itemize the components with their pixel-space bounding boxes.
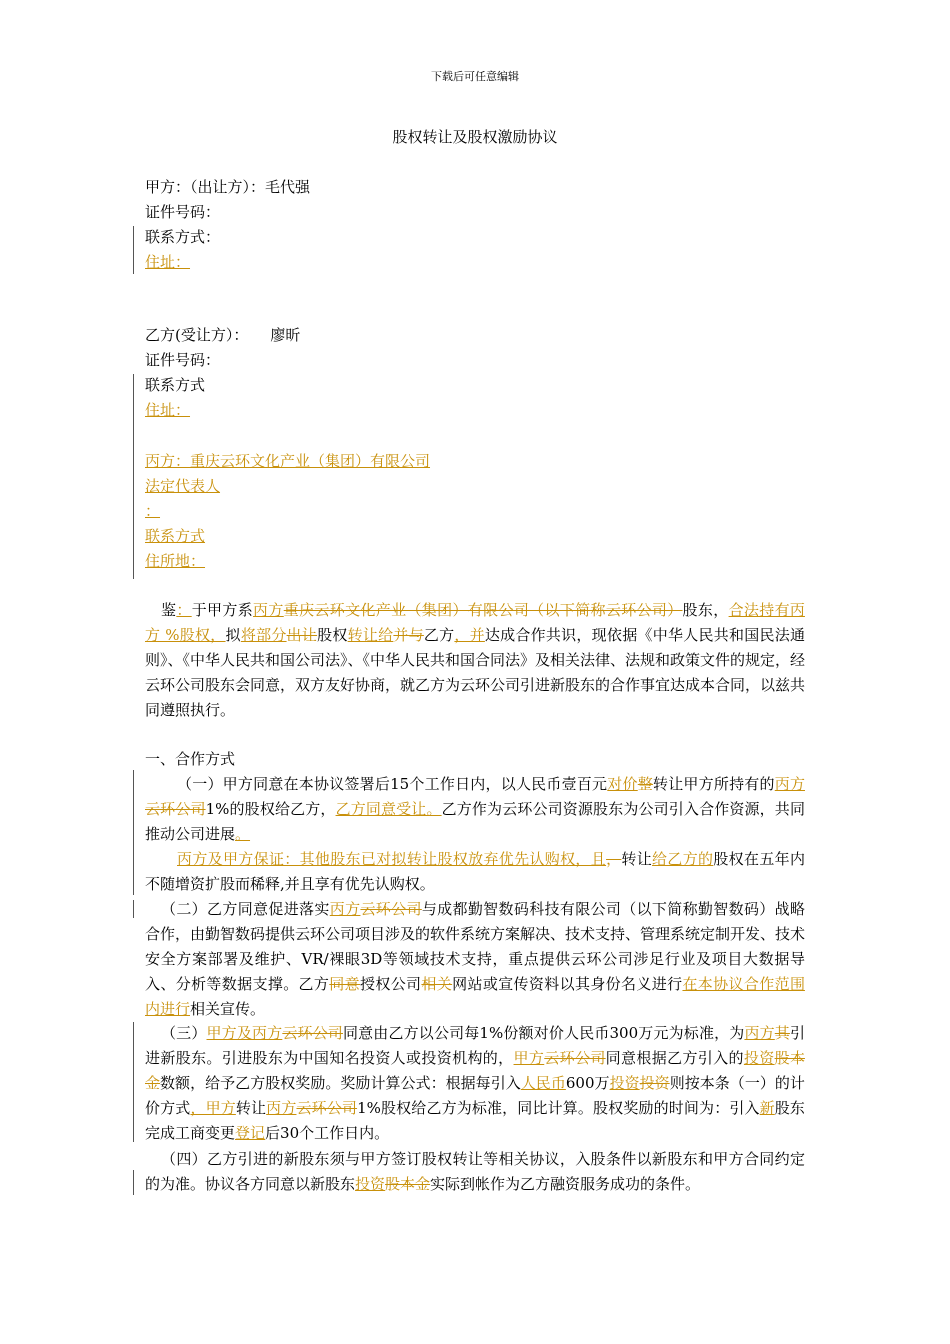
preamble-paragraph: 鉴：于甲方系丙方重庆云环文化产业（集团）有限公司（以下简称云环公司）股东，合法持有丙方 %股权，拟将部分出让股权转让给并与乙方，并达成合作共识，现依据《中华人民共和国民法通则》、《中华人民共和国公司法》、《中华人民共和国合同法》及相关法律、法规和政策文件的规定，经云环公司股东会同意，双方友好协商，就乙方为云环公司引进新股东的合作事宜达成本合同，以兹共同遵照执行。 — [145, 601, 806, 719]
section-1-title: 一、合作方式 — [145, 750, 236, 768]
party-b-name-line — [145, 323, 300, 348]
change-bar — [133, 770, 134, 895]
document-title: 股权转让及股权激励协议 — [392, 128, 558, 146]
party-b-label: 乙方(受让方）： — [145, 326, 249, 344]
header-note: 下载后可任意编辑 — [431, 70, 519, 83]
clause-2: （二）乙方同意促进落实丙方云环公司与成都勤智数码科技有限公司（以下简称勤智数码）战略合作，由勤智数码提供云环公司项目涉及的软件系统方案解决、技术支持、管理系统定制开发、技术安全方案部署及维护、VR/裸眼3D等领域技术支持，重点提供云环公司涉足行业及项目大数据导入、分析等数据支撑。乙方同意授权公司相关网站或宣传资料以其身份名义进行在本协议合作范围内进行相关宣传。 — [145, 900, 806, 1018]
party-b-contact: 联系方式 — [145, 376, 206, 394]
party-c-contact: 联系方式 — [145, 527, 206, 545]
clause-1: （一）甲方同意在本协议签署后15个工作日内，以人民币壹百元对价整转让甲方所持有的丙方云环公司1%的股权给乙方，乙方同意受让。乙方作为云环公司资源股东为公司引入合作资源，共同推动公司进展。 — [145, 775, 805, 843]
party-b-address: 住址： — [145, 401, 191, 419]
party-a-name: 甲方：（出让方）：毛代强 — [145, 178, 311, 196]
change-bar — [133, 900, 134, 918]
clause-4: （四）乙方引进的新股东须与甲方签订股权转让等相关协议，入股条件以新股东和甲方合同约定的为准。协议各方同意以新股东投资股本金实际到帐作为乙方融资服务成功的条件。 — [145, 1150, 805, 1193]
change-bar — [133, 374, 134, 579]
party-a-id: 证件号码： — [145, 203, 221, 221]
party-b-name: 廖昕 — [270, 326, 301, 344]
clause-3: （三）甲方及丙方云环公司同意由乙方以公司每1%份额对价人民币300万元为标准，为丙方其引进新股东。引进股东为中国知名投资人或投资机构的，甲方云环公司同意根据乙方引入的投资股本金数额，给予乙方股权奖励。奖励计算公式：根据每引入人民币600万投资投资则按本条（一）的计价方式，甲方转让丙方云环公司1%股权给乙方为标准，同比计算。股权奖励的时间为：引入新股东完成工商变更登记后30个工作日内。 — [145, 1024, 805, 1142]
party-c-name: 丙方：重庆云环文化产业（集团）有限公司 — [145, 452, 431, 470]
change-bar — [133, 1170, 134, 1195]
party-c-representative: 法定代表人 — [145, 477, 221, 495]
change-bar — [133, 1022, 134, 1142]
change-bar — [133, 226, 134, 274]
party-a-address: 住址： — [145, 253, 191, 271]
party-b-id: 证件号码： — [145, 351, 221, 369]
party-a-contact: 联系方式： — [145, 228, 221, 246]
party-c-representative-colon: ： — [145, 502, 161, 520]
party-c-address: 住所地： — [145, 552, 206, 570]
clause-1-guarantee: 丙方及甲方保证：其他股东已对拟转让股权放弃优先认购权，且，转让给乙方的股权在五年内不随增资扩股而稀释,并且享有优先认购权。 — [145, 850, 805, 893]
